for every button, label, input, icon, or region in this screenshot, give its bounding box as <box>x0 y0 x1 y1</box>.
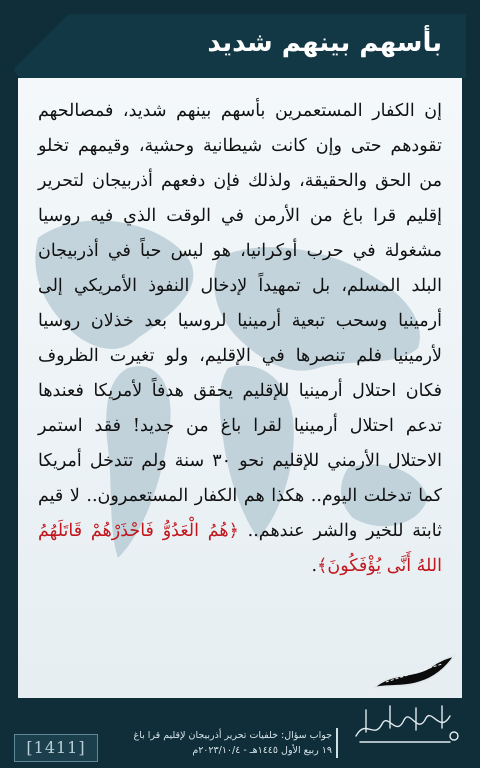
calligraphy-seal <box>346 698 464 748</box>
source-citation <box>62 728 338 758</box>
content-card <box>18 78 462 698</box>
article-text <box>38 94 442 584</box>
quran-quote: ﴿هُمُ الْعَدُوُّ فَاحْذَرْهُمْ قَاتَلَهُمُ اللهُ أَنَّى يُؤْفَكُونَ﴾ <box>38 521 442 576</box>
article-end: . <box>311 556 318 576</box>
source-date: ١٩ ربيع الأول ١٤٤٥هـ - ٢٠٢٣/١٠/٤م <box>192 745 332 756</box>
article-body: إن الكفار المستعمرين بأسهم بينهم شديد، فمصالحهم تقودهم حتى وإن كانت شيطانية وحشية، وقيمهم تخلو من الحق والحقيقة، ولذلك فإن دفعهم أذربيجان لتحرير إقليم قرا باغ من الأرمن في الوقت الذي فيه روسيا مشغولة في حرب أوكرانيا، هو ليس حباً في أذربيجان البلد المسلم، بل تمهيداً لإدخال النفوذ الأمريكي إلى أرمينيا وسحب تبعية أرمينيا لروسيا بعد خذلان روسيا لأرمينيا فلم تنصرها في الإقليم، ولو تغيرت الظروف فكان احتلال أرمينيا للإقليم يحقق هدفاً لأمريكا فعندها تدعم احتلال أرمينيا لقرا باغ من جديد! فقد استمر الاحتلال الأرمني للإقليم نحو ٣٠ سنة ولم تتدخل أمريكا كما تدخلت اليوم.. هكذا هم الكفار المستعمرون.. لا قيم ثابتة للخير والشر عندهم.. <box>38 101 442 541</box>
header-banner <box>14 14 466 78</box>
reference-number: [1411] <box>14 734 98 762</box>
flag-logo <box>360 648 460 700</box>
source-title: جواب سؤال: خلفيات تحرير أذربيجان لإقليم قرا باغ <box>133 730 332 741</box>
page-title: بأسهم بينهم شديد <box>207 28 442 58</box>
